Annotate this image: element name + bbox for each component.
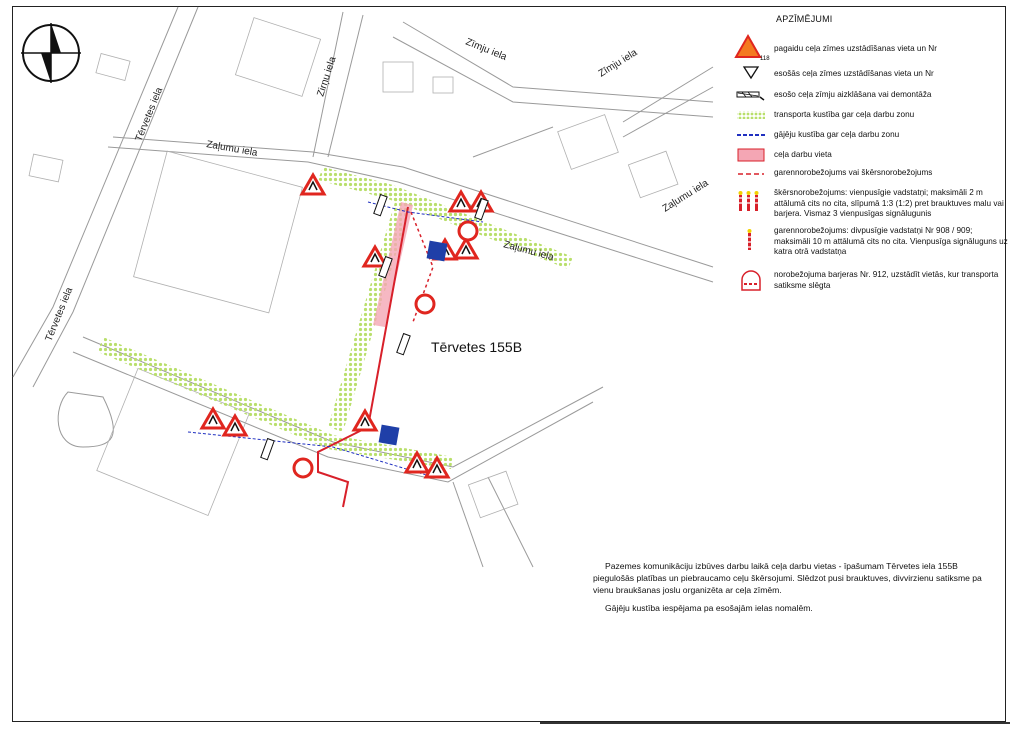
sign-cover-icon xyxy=(397,334,410,355)
warning-sign-icon xyxy=(455,239,477,258)
legend: APZĪMĒJUMI 118 pagaidu ceļa zīmes uzstādīšanas vieta un Nr esošās ceļa zīmes uzstādīšanas vieta un Nr esošo ceļa zīmju aizklāšana vai demontāža transporta kustība gar ceļa darbu zonu gājēju kustība gar ceļa darbu zonu ceļa darbu vieta garennorobežojums vai škērsnorobežojums škērsnorobežojums: vienpusīgie vadstatņi; maksimāli 2 m attālumā cits no cita, slīpumā 1:3 (1:2) pret brauktuves malu vai barjera. Vismaz 3 vienpusīgas signālugunis garennorobežojums: divpusīgie vadstatņi Nr 908 / 909; maksimāli 10 m attālumā cits no cita. Vienpusīga signāluguns uz katra otrā vadstatņa norobežojuma barjeras Nr. 912, uzstādīt vietās, kur transporta satiksme slēgta xyxy=(728,10,1013,310)
warning-triangle-icon xyxy=(734,34,768,60)
bottom-rule xyxy=(540,722,1010,724)
note-paragraph: Pazemes komunikāciju izbūves darbu laikā ceļa darbu vietas - īpašumam Tērvetes iela 155B piegulošās platības un piebraucamo ceļu škērsojumi. Slēdzot pusi brauktuves, divvirzienu satiksme pa vienu braukšanas joslu organizēta ar ceļa zīmēm. xyxy=(593,561,982,595)
warning-sign-icon xyxy=(450,192,472,211)
street-label: Tērvetes iela xyxy=(43,285,76,344)
svg-text:118: 118 xyxy=(760,56,770,62)
no-overtaking-sign-icon xyxy=(459,222,477,240)
barrier-912-icon xyxy=(734,268,768,294)
road-edges xyxy=(13,7,713,567)
sign-cover-icon xyxy=(374,195,387,216)
no-overtaking-sign-icon xyxy=(416,295,434,313)
existing-sign-icon xyxy=(734,64,768,90)
priority-sign-icon xyxy=(427,241,448,262)
street-label: Zīmju iela xyxy=(596,47,640,80)
street-label: Zaļumu iela xyxy=(205,139,259,159)
site-map xyxy=(13,7,713,567)
legend-title: APZĪMĒJUMI xyxy=(776,14,833,24)
street-label: Zīmju iela xyxy=(463,36,509,64)
priority-sign-icon xyxy=(379,425,400,446)
street-label: Zaļumu iela xyxy=(502,239,556,264)
north-arrow-icon xyxy=(21,23,81,83)
property-address-label: Tērvetes 155B xyxy=(431,339,523,355)
no-overtaking-sign-icon xyxy=(294,459,312,477)
cross-barrier-icon xyxy=(734,188,768,214)
traffic-zone xyxy=(98,167,573,469)
note-paragraph: Gājēju kustība iespējama pa esošajām ielas nomalēm. xyxy=(605,603,813,613)
long-barrier-icon xyxy=(734,226,768,252)
street-label: Tērvetes iela xyxy=(133,85,166,144)
street-label: Zaļumu iela xyxy=(660,177,711,215)
warning-sign-icon xyxy=(202,409,224,428)
warning-sign-icon xyxy=(224,416,246,435)
street-label: Zirņu iela xyxy=(315,55,339,98)
warning-sign-icon xyxy=(354,411,376,430)
sign-cover-icon xyxy=(261,439,274,460)
project-note xyxy=(593,560,983,620)
